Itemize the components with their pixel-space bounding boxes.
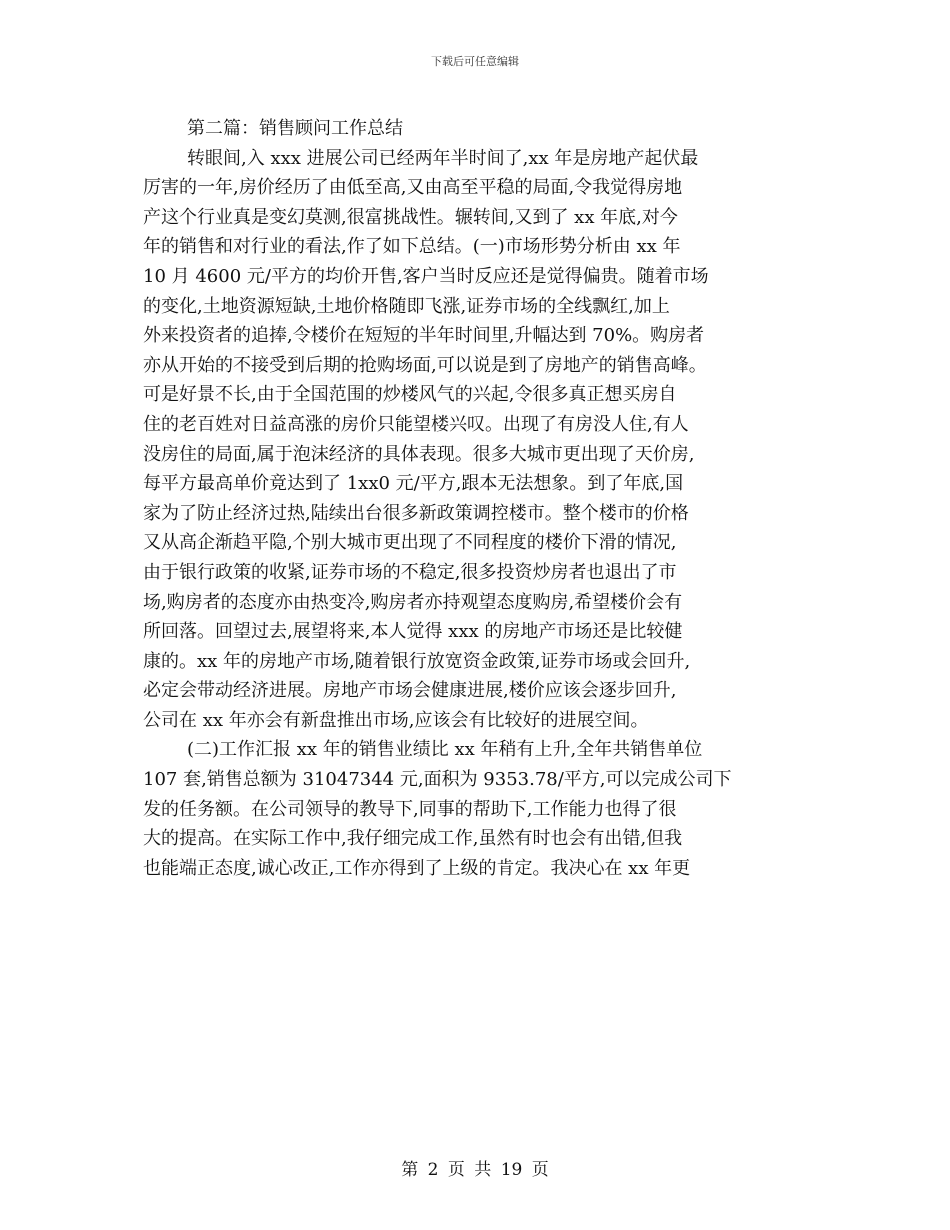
page-header-note: 下载后可任意编辑 <box>431 55 519 68</box>
paragraph-line: 可是好景不长,由于全国范围的炒楼风气的兴起,令很多真正想买房自 <box>143 384 677 406</box>
paragraph-line: 所回落。回望过去,展望将来,本人觉得 xxx 的房地产市场还是比较健 <box>143 621 683 643</box>
paragraph-line: 年的销售和对行业的看法,作了如下总结。(一)市场形势分析由 xx 年 <box>143 236 681 258</box>
paragraph-line: 发的任务额。在公司领导的教导下,同事的帮助下,工作能力也得了很 <box>143 798 677 820</box>
page-number-footer: 第 2 页 共 19 页 <box>401 1160 549 1180</box>
paragraph-line: 厉害的一年,房价经历了由低至高,又由高至平稳的局面,令我觉得房地 <box>143 177 683 199</box>
paragraph-line: 大的提高。在实际工作中,我仔细完成工作,虽然有时也会有出错,但我 <box>143 828 683 850</box>
paragraph-line: 又从高企渐趋平隐,个别大城市更出现了不同程度的楼价下滑的情况, <box>143 532 677 554</box>
document-body <box>143 114 823 883</box>
paragraph-line: 场,购房者的态度亦由热变冷,购房者亦持观望态度购房,希望楼价会有 <box>143 591 683 613</box>
paragraph-line: 的变化,土地资源短缺,土地价格随即飞涨,证券市场的全线飘红,加上 <box>143 295 670 317</box>
paragraph-line: 外来投资者的追捧,令楼价在短短的半年时间里,升幅达到 70%。购房者 <box>143 325 705 347</box>
paragraph-line: 107 套,销售总额为 31047344 元,面积为 9353.78/平方,可以完成公司下 <box>143 769 732 791</box>
paragraph-line: 由于银行政策的收紧,证券市场的不稳定,很多投资炒房者也退出了市 <box>143 561 677 583</box>
paragraph-line: 也能端正态度,诚心改正,工作亦得到了上级的肯定。我决心在 xx 年更 <box>143 857 691 879</box>
paragraph-line: 转眼间,入 xxx 进展公司已经两年半时间了,xx 年是房地产起伏最 <box>187 147 699 169</box>
paragraph-line: 家为了防止经济过热,陆续出台很多新政策调控楼市。整个楼市的价格 <box>143 502 689 524</box>
paragraph-line: 亦从开始的不接受到后期的抢购场面,可以说是到了房地产的销售高峰。 <box>143 354 707 376</box>
paragraph-line: (二)工作汇报 xx 年的销售业绩比 xx 年稍有上升,全年共销售单位 <box>187 739 703 761</box>
paragraph-line: 产这个行业真是变幻莫测,很富挑战性。辗转间,又到了 xx 年底,对今 <box>143 206 678 228</box>
paragraph-line: 10 月 4600 元/平方的均价开售,客户当时反应还是觉得偏贵。随着市场 <box>143 265 709 287</box>
paragraph-line: 每平方最高单价竟达到了 1xx0 元/平方,跟本无法想象。到了年底,国 <box>143 473 684 495</box>
paragraph-line: 没房住的局面,属于泡沫经济的具体表现。很多大城市更出现了天价房, <box>143 443 695 465</box>
paragraph-line: 公司在 xx 年亦会有新盘推出市场,应该会有比较好的进展空间。 <box>143 709 649 731</box>
paragraph-line: 康的。xx 年的房地产市场,随着银行放宽资金政策,证券市场或会回升, <box>143 650 691 672</box>
paragraph-line: 必定会带动经济进展。房地产市场会健康进展,楼价应该会逐步回升, <box>143 680 677 702</box>
section-title: 第二篇：销售顾问工作总结 <box>187 118 403 139</box>
paragraph-line: 住的老百姓对日益高涨的房价只能望楼兴叹。出现了有房没人住,有人 <box>143 413 689 435</box>
